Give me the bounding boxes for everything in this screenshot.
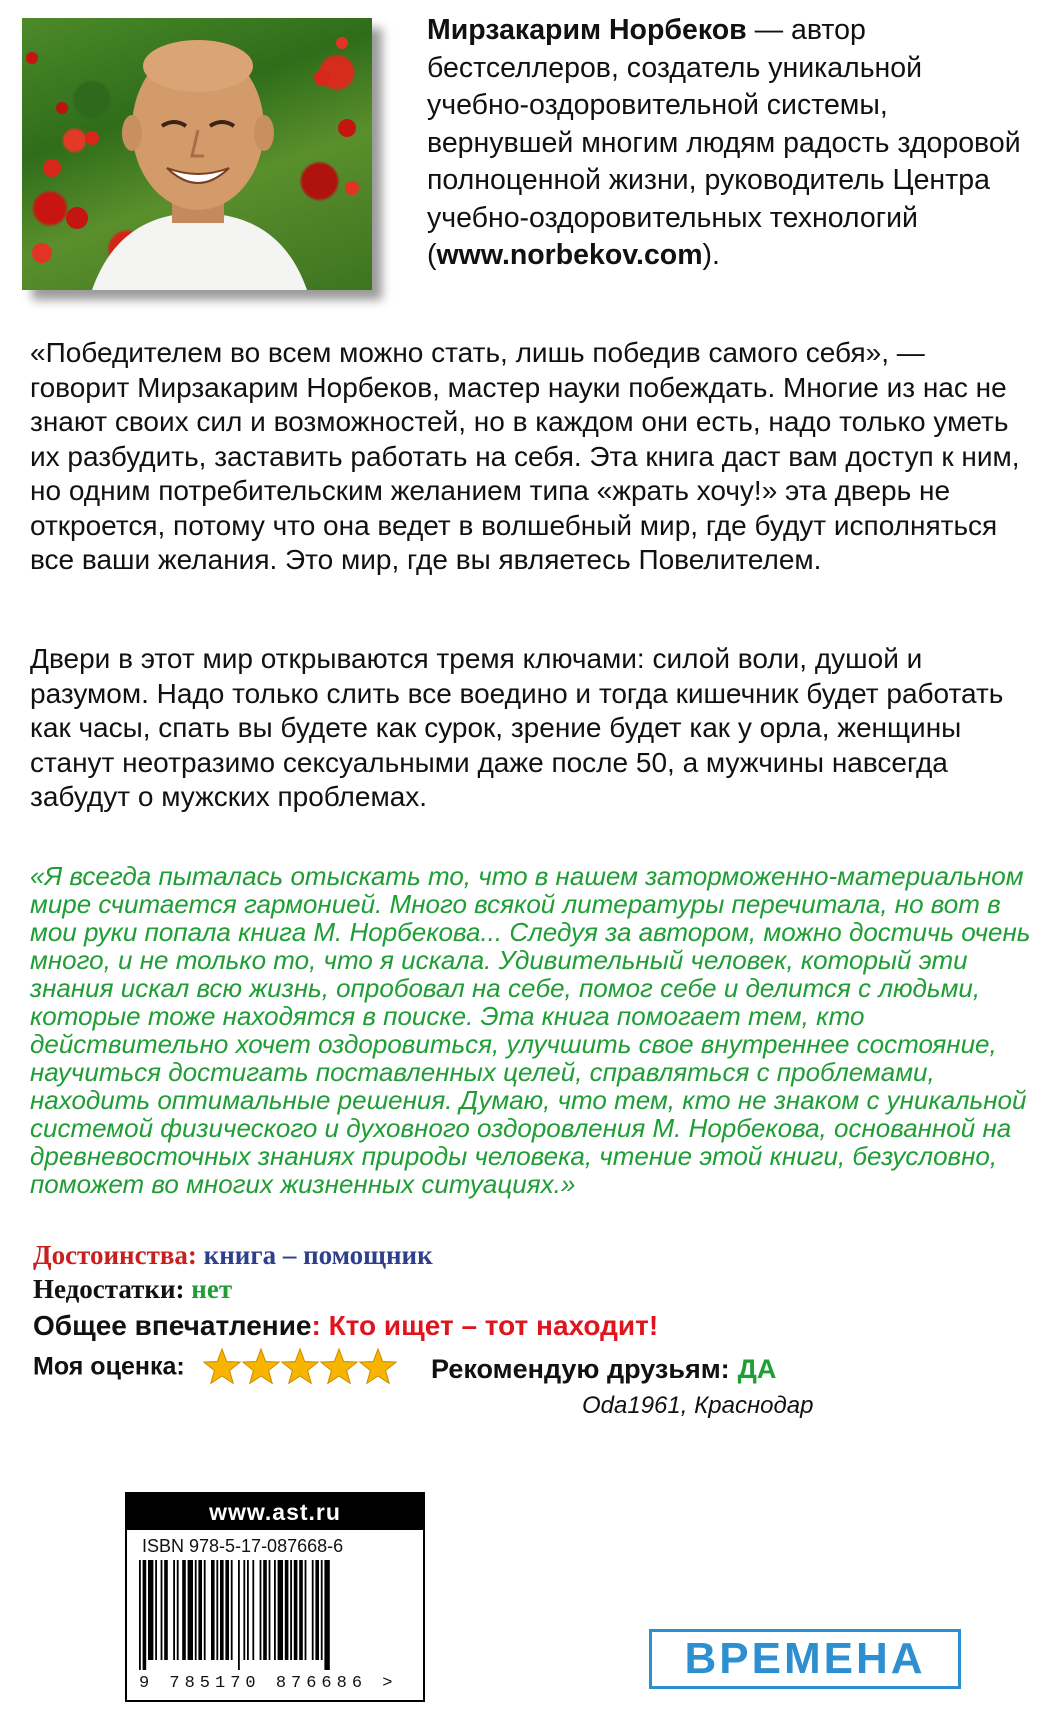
- barcode-box: [125, 1492, 425, 1702]
- barcode-bar: [195, 1560, 197, 1660]
- barcode-bar: [285, 1560, 289, 1660]
- barcode-bar: [220, 1560, 224, 1660]
- author-photo: [22, 18, 372, 290]
- author-photo-image: [22, 18, 372, 290]
- barcode-bar: [260, 1560, 262, 1660]
- barcode-bars: [137, 1560, 413, 1670]
- barcode-bar: [269, 1560, 271, 1660]
- barcode-bar: [188, 1560, 193, 1660]
- barcode-bar: [211, 1560, 215, 1660]
- rating-label: Моя оценка:: [33, 1352, 185, 1381]
- advantages-value: книга – помощник: [203, 1240, 433, 1270]
- barcode-bar: [305, 1560, 307, 1660]
- author-name: Мирзакарим Норбеков: [427, 14, 747, 46]
- barcode-bar: [216, 1560, 218, 1660]
- star-icon: [360, 1349, 396, 1383]
- impression-label: Общее впечатление: [33, 1310, 312, 1341]
- barcode-bar: [315, 1560, 319, 1660]
- review-recommend: [431, 1354, 776, 1385]
- barcode-bar: [139, 1560, 141, 1670]
- author-portrait: [22, 18, 372, 290]
- ean-digits: 9 785170 876686 >: [139, 1674, 398, 1693]
- barcode-bar: [299, 1560, 303, 1660]
- impression-value: Кто ищет – тот находит!: [328, 1310, 659, 1341]
- barcode-bar: [177, 1560, 179, 1660]
- recommend-label: Рекомендую друзьям:: [431, 1354, 730, 1384]
- bio-text: — автор бестселлеров, создатель уникальной учебно-оздоровительной системы, вернувшей многим людям радость здоровой полноценной жизни, руководитель Центра учебно-оздоровительных технологий (: [427, 14, 1021, 271]
- barcode-bar: [173, 1560, 175, 1660]
- impression-separator: :: [311, 1310, 321, 1341]
- isbn-number: ISBN 978-5-17-087668-6: [142, 1536, 344, 1556]
- star-icon: [282, 1349, 318, 1383]
- barcode-bar: [231, 1560, 233, 1660]
- barcode-bar: [198, 1560, 202, 1660]
- barcode-bar: [294, 1560, 298, 1660]
- barcode-bar: [204, 1560, 206, 1660]
- recommend-value: ДА: [737, 1354, 777, 1384]
- advantages-label: Достоинства:: [33, 1240, 197, 1270]
- barcode-bar: [263, 1560, 267, 1660]
- barcode-bar: [243, 1560, 245, 1660]
- reviewer-signature: [582, 1392, 813, 1420]
- barcode-bar: [324, 1560, 329, 1670]
- reviewer-city: , Краснодар: [680, 1392, 814, 1419]
- reviewer-name: Oda1961: [582, 1392, 681, 1419]
- barcode-bar: [164, 1560, 168, 1660]
- author-bio: [427, 12, 1027, 275]
- review-impression: [33, 1310, 658, 1342]
- disadvantages-value: нет: [191, 1274, 233, 1304]
- barcode-bar: [290, 1560, 292, 1660]
- barcode-bar: [274, 1560, 276, 1660]
- barcode-bar: [161, 1560, 163, 1660]
- review-advantages: [33, 1240, 433, 1271]
- review-rating: [33, 1348, 402, 1388]
- author-website: www.norbekov.com: [436, 239, 703, 271]
- reader-quote: «Я всегда пыталась отыскать то, что в нашем заторможенно-материальном мире считается гармонией. Много всякой литературы перечитала, но вот в мои руки попала книга М. Норбекова... Следуя за автором, можно достичь очень много, и не только то, что я искала. Удивительный человек, который эти знания искал всю жизнь, опробовал на себе, помог себе и делится с людьми, которые тоже находятся в поиске. Эта книга помогает тем, кто действительно хочет оздоровиться, улучшить свое внутреннее состояние, научиться достигать поставленных целей, справляться с проблемами, находить оптимальные решения. Думаю, что тем, кто не знаком с уникальной системой физического и духовного оздоровления М. Норбекова, основанной на древневосточных знаниях природы человека, чтение этой книги, безусловно, поможет во многих жизненных ситуациях.»: [30, 861, 1031, 1199]
- star-icon: [321, 1349, 357, 1383]
- barcode-bar: [312, 1560, 314, 1660]
- barcode-bar: [182, 1560, 186, 1660]
- publisher-logo: ВРЕМЕНА: [649, 1629, 961, 1689]
- barcode-bar: [225, 1560, 229, 1660]
- description-paragraph-1: «Победителем во всем можно стать, лишь победив самого себя», — говорит Мирзакарим Норбеков, мастер науки побеждать. Многие из нас не знают своих сил и возможностей, но в каждом они есть, надо только уметь их разбудить, заставить работать на себя. Эта книга даст вам доступ к ним, но одним потребительским желанием типа «жрать хочу!» эта дверь не откроется, потому что она ведет в волшебный мир, где будут исполняться все ваши желания. Это мир, где вы являетесь Повелителем.: [30, 337, 1020, 575]
- star-icon: [243, 1349, 279, 1383]
- barcode-bar: [148, 1560, 153, 1660]
- bio-text-end: ).: [702, 239, 720, 271]
- barcode-bar: [143, 1560, 147, 1670]
- review-disadvantages: [33, 1274, 232, 1305]
- barcode-bar: [278, 1560, 283, 1660]
- rating-stars: [202, 1348, 402, 1388]
- barcode-bar: [247, 1560, 249, 1660]
- disadvantages-label: Недостатки:: [33, 1274, 185, 1304]
- star-icon: [204, 1349, 240, 1383]
- description-paragraph-2: Двери в этот мир открываются тремя ключами: силой воли, душой и разумом. Надо только слить все воедино и тогда кишечник будет работать как часы, спать вы будете как сурок, зрение будет как у орла, женщины станут неотразимо сексуальными даже после 50, а мужчины навсегда забудут о мужских проблемах.: [30, 643, 1004, 812]
- barcode-bar: [155, 1560, 157, 1660]
- barcode-bar: [321, 1560, 323, 1660]
- barcode-bar: [252, 1560, 254, 1660]
- barcode-bar: [238, 1560, 240, 1670]
- publisher-website: www.ast.ru: [127, 1494, 423, 1530]
